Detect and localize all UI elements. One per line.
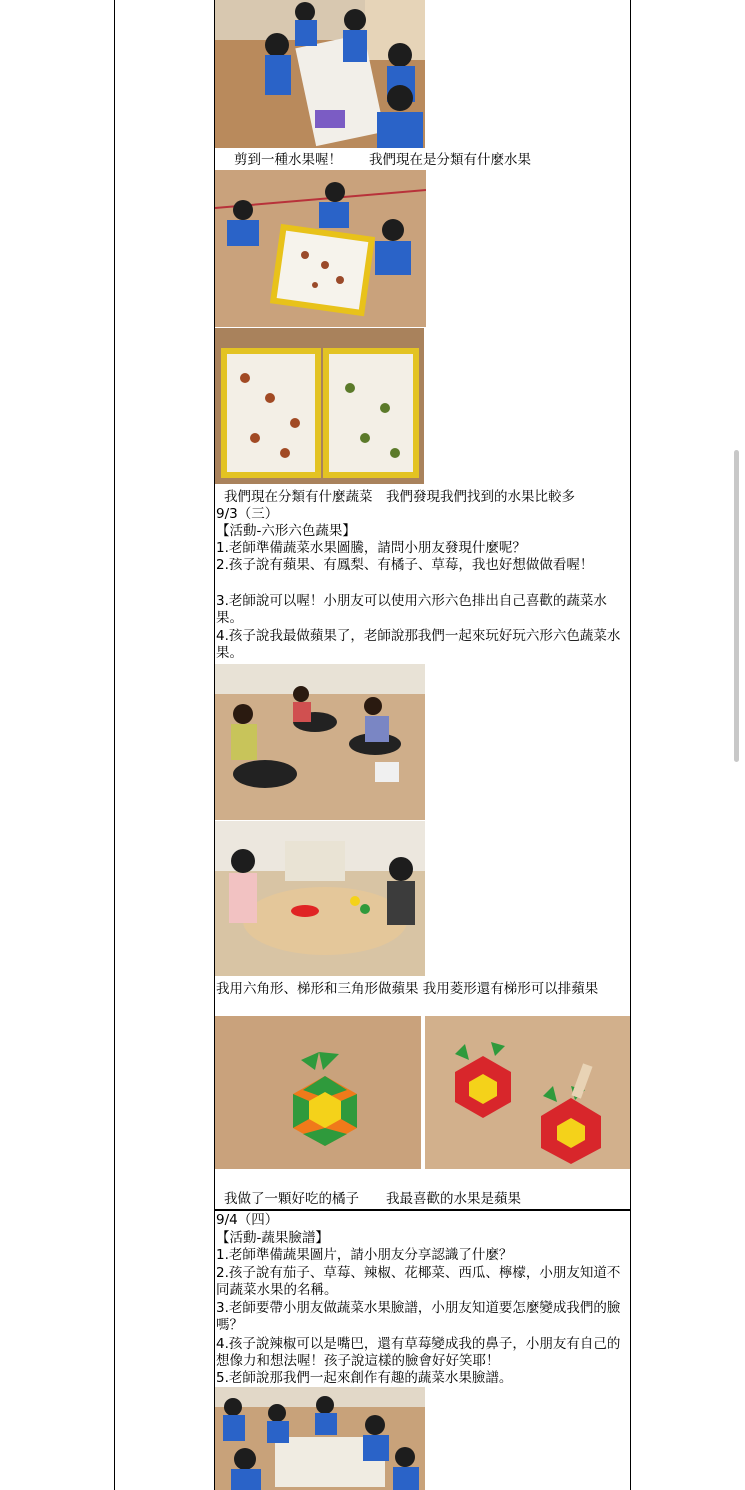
photo-kids-cutting <box>215 0 425 148</box>
photo-two-posters <box>215 328 424 484</box>
day2-item-2: 2.孩子說有茄子、草莓、辣椒、花椰菜、西瓜、檸檬，小朋友知道不同蔬菜水果的名稱。 <box>216 1265 621 1298</box>
photo-round-table <box>215 821 425 976</box>
row-divider <box>214 1209 631 1211</box>
day2-item-1: 1.老師準備蔬果圖片，請小朋友分享認識了什麼？ <box>216 1247 513 1263</box>
caption-4: 我做了一顆好吃的橘子 我最喜歡的水果是蘋果 <box>224 1191 521 1207</box>
day1-item-2: 2.孩子說有蘋果、有鳳梨、有橘子、草莓，我也好想做做看喔！ <box>216 557 594 573</box>
caption-3: 我用六角形、梯形和三角形做蘋果 我用菱形還有梯形可以排蘋果 <box>216 981 599 997</box>
day2-item-4: 4.孩子說辣椒可以是嘴巴，還有草莓變成我的鼻子，小朋友有自己的想像力和想法喔！孩子說這樣的臉會好好笑耶！ <box>216 1336 621 1369</box>
day1-item-1: 1.老師準備蔬菜水果圖騰，請問小朋友發現什麼呢？ <box>216 540 526 556</box>
day1-item-3: 3.老師說可以喔！小朋友可以使用六形六色排出自己喜歡的蔬菜水果。 <box>216 593 607 626</box>
photo-face-masks <box>215 1387 425 1490</box>
day1-date: 9/3（三） <box>216 506 279 522</box>
photo-kids-mats <box>215 664 425 820</box>
day2-activity-title: 【活動-蔬果臉譜】 <box>216 1230 329 1246</box>
day2-item-3: 3.老師要帶小朋友做蔬菜水果臉譜，小朋友知道要怎麼變成我們的臉嗎？ <box>216 1300 621 1333</box>
photo-apple-blocks <box>425 1016 630 1169</box>
scrollbar-thumb[interactable] <box>734 450 739 762</box>
caption-2: 我們現在分類有什麼蔬菜 我們發現我們找到的水果比較多 <box>224 489 575 505</box>
day1-activity-title: 【活動-六形六色蔬果】 <box>216 523 356 539</box>
day2-date: 9/4（四） <box>216 1212 279 1228</box>
photo-orange-blocks <box>215 1016 421 1169</box>
caption-1: 剪到一種水果喔！ 我們現在是分類有什麼水果 <box>234 152 531 168</box>
day1-item-4: 4.孩子說我最做蘋果了，老師說那我們一起來玩好玩六形六色蔬菜水果。 <box>216 628 621 661</box>
day2-item-5: 5.老師說那我們一起來創作有趣的蔬菜水果臉譜。 <box>216 1370 513 1386</box>
photo-floor-poster <box>215 170 426 327</box>
